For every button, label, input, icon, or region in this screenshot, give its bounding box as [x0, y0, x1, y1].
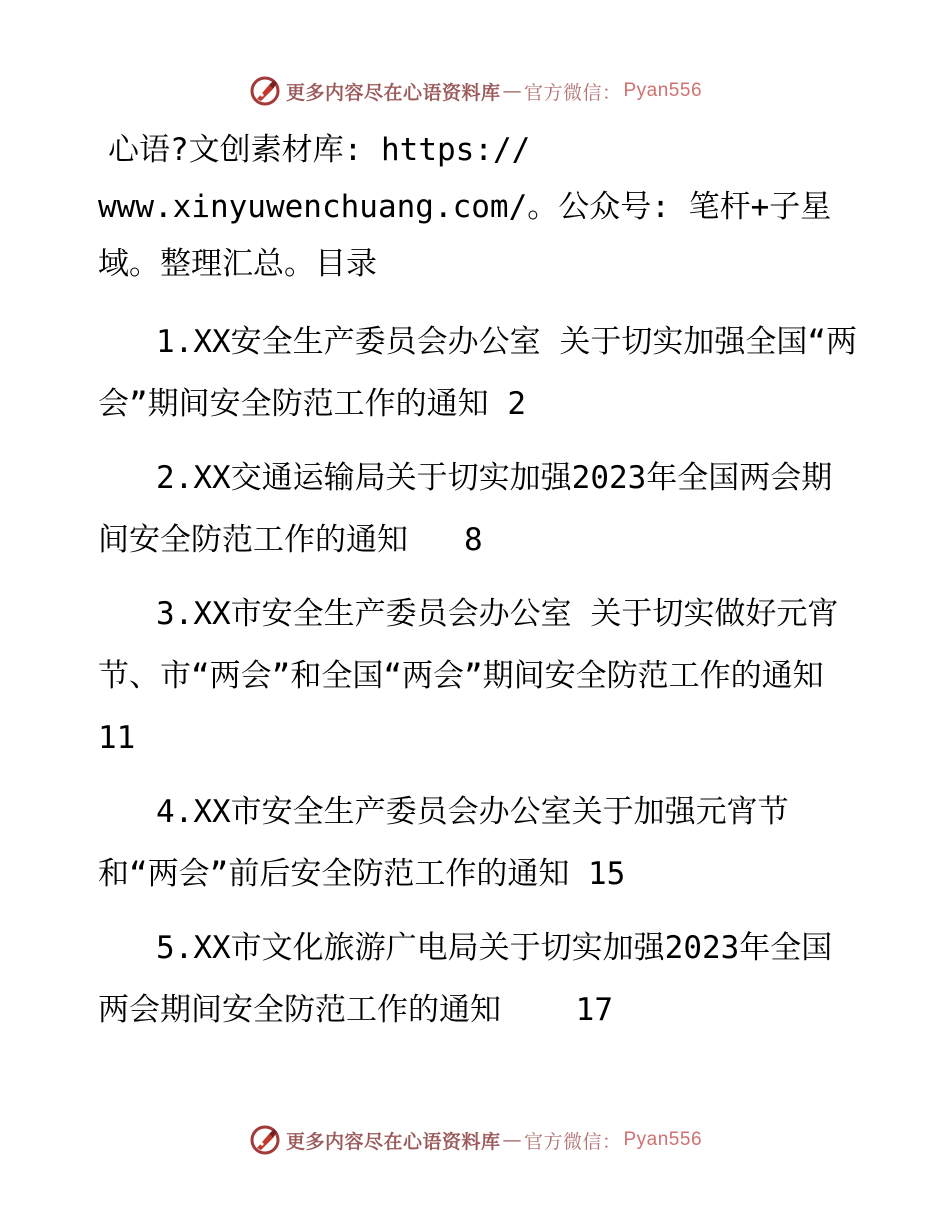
banner-wechat-label: 官方微信：: [523, 81, 622, 104]
toc-item: [98, 781, 858, 905]
banner-wechat-id: Pyan556: [623, 1129, 703, 1150]
banner-wechat-id: Pyan556: [623, 80, 703, 101]
pen-nib-logo-icon: [248, 1123, 282, 1157]
toc-item-page: 2: [507, 386, 526, 422]
pen-nib-logo-icon: [248, 74, 282, 108]
toc-item-page: 8: [464, 522, 483, 558]
toc-item-title: 1.XX安全生产委员会办公室 关于切实加强全国“两会”期间安全防范工作的通知: [98, 324, 857, 422]
toc-item-title: 3.XX市安全生产委员会办公室 关于切实做好元宵节、市“两会”和全国“两会”期间安全防范工作的通知: [98, 596, 899, 694]
toc-item-page: 11: [98, 720, 136, 756]
toc-item: [98, 311, 858, 435]
intro-line-2: www.xinyuwenchuang.com/。公众号: 笔杆+子星: [98, 189, 832, 225]
toc-item: [98, 917, 858, 1041]
header-banner: [0, 71, 950, 111]
intro-line-3: 域。整理汇总。目录: [98, 246, 377, 282]
toc-item-title: 4.XX市安全生产委员会办公室关于加强元宵节和“两会”前后安全防范工作的通知: [98, 794, 789, 892]
banner-separator: —: [502, 80, 522, 102]
toc-item-title: 5.XX市文化旅游广电局关于切实加强2023年全国两会期间安全防范工作的通知: [98, 930, 833, 1028]
banner-text: 更多内容尽在心语资料库: [285, 1130, 501, 1153]
banner-separator: —: [502, 1129, 522, 1151]
toc-item-title: 2.XX交通运输局关于切实加强2023年全国两会期间安全防范工作的通知: [98, 460, 833, 558]
intro-line-1: 心语?文创素材库: https://: [108, 132, 531, 168]
banner-wechat-label: 官方微信：: [523, 1130, 622, 1153]
toc-item-page: 15: [588, 856, 626, 892]
footer-banner: [0, 1120, 950, 1160]
table-of-contents: [98, 311, 899, 1041]
document-body: [98, 122, 899, 1053]
banner-text: 更多内容尽在心语资料库: [285, 81, 501, 104]
toc-item: [98, 447, 858, 571]
toc-item: [98, 583, 899, 769]
intro-paragraph: [98, 122, 858, 293]
toc-item-page: 17: [575, 992, 613, 1028]
